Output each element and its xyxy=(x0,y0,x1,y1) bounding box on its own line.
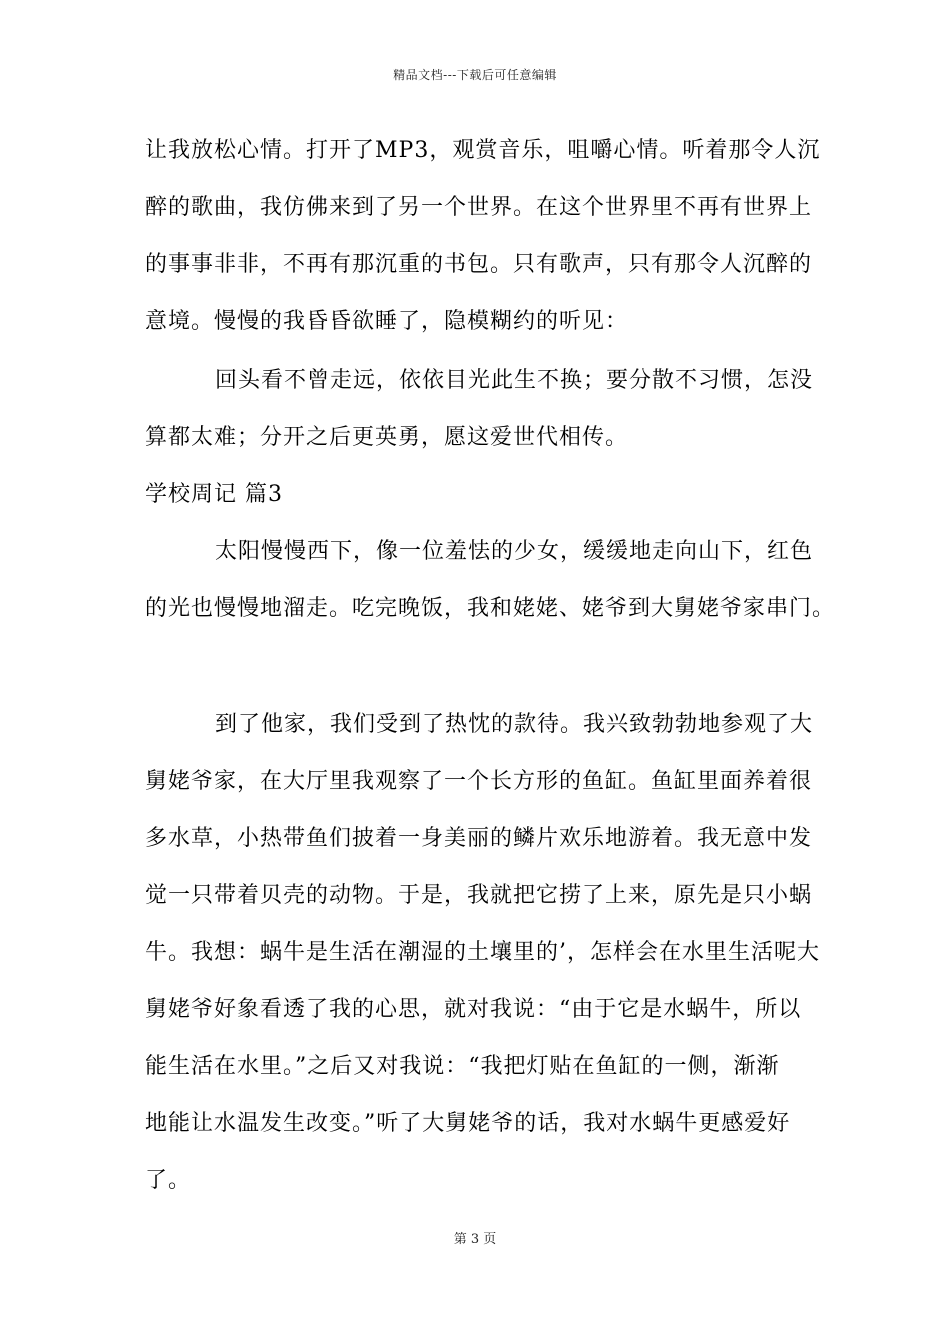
section-heading: 学校周记 篇3 xyxy=(145,482,283,507)
text-line: 觉一只带着贝壳的动物。于是，我就把它捞了上来，原先是只小蜗 xyxy=(145,883,813,908)
text-line: 到了他家，我们受到了热忱的款待。我兴致勃勃地参观了大 xyxy=(215,712,814,737)
text-line: 醉的歌曲，我仿佛来到了另一个世界。在这个世界里不再有世界上 xyxy=(145,195,813,220)
text-line: 多水草，小热带鱼们披着一身美丽的鳞片欢乐地游着。我无意中发 xyxy=(145,826,813,851)
text-line: 让我放松心情。打开了MP3，观赏音乐，咀嚼心情。听着那令人沉 xyxy=(145,138,821,163)
page-header: 精品文档---下载后可任意编辑 xyxy=(393,68,557,82)
text-line: 的光也慢慢地溜走。吃完晚饭，我和姥姥、姥爷到大舅姥爷家串门。 xyxy=(145,596,836,621)
text-line: 舅姥爷家，在大厅里我观察了一个长方形的鱼缸。鱼缸里面养着很 xyxy=(145,769,813,794)
text-line: 算都太难；分开之后更英勇，愿这爱世代相传。 xyxy=(145,425,629,450)
text-line: 能生活在水里。”之后又对我说：“我把灯贴在鱼缸的一侧，渐渐 xyxy=(145,1054,780,1079)
text-line: 意境。慢慢的我昏昏欲睡了，隐模糊约的听见： xyxy=(145,309,629,334)
text-line: 舅姥爷好象看透了我的心思，就对我说：“由于它是水蜗牛，所以 xyxy=(145,997,802,1022)
text-line: 了。 xyxy=(145,1168,192,1193)
text-line: 回头看不曾走远，依依目光此生不换；要分散不习惯，怎没 xyxy=(215,368,814,393)
text-line: 牛。我想：蜗牛是生活在潮湿的土壤里的’，怎样会在水里生活呢大 xyxy=(145,940,820,965)
text-line: 地能让水温发生改变。”听了大舅姥爷的话，我对水蜗牛更感爱好 xyxy=(145,1111,791,1136)
text-line: 的事事非非，不再有那沉重的书包。只有歌声，只有那令人沉醉的 xyxy=(145,252,813,277)
page-number: 第 3 页 xyxy=(453,1232,497,1247)
text-line: 太阳慢慢西下，像一位羞怯的少女，缓缓地走向山下，红色 xyxy=(215,539,814,564)
